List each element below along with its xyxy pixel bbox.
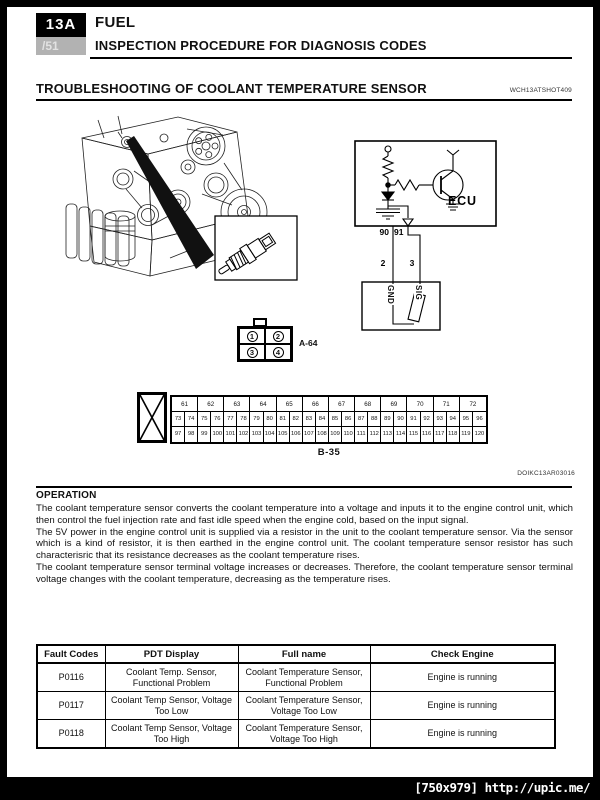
b35-pin-number: 78 — [237, 412, 250, 427]
b35-pin-number: 108 — [316, 427, 329, 442]
b35-pin-number: 84 — [316, 412, 329, 427]
b35-pin-number: 95 — [460, 412, 473, 427]
section-title: TROUBLESHOOTING OF COOLANT TEMPERATURE SENSOR — [36, 81, 427, 96]
fault-table-cell: P0116 — [37, 663, 105, 692]
figure-code: DOIKC13AR03016 — [517, 470, 575, 477]
a64-pin-cell — [265, 328, 291, 344]
fault-table-cell: P0118 — [37, 720, 105, 749]
connector-a64 — [237, 318, 337, 364]
b35-pin-number: 67 — [329, 397, 355, 412]
b35-pin-number: 112 — [368, 427, 381, 442]
b35-pin-number: 98 — [185, 427, 198, 442]
col-header-pdt-display: PDT Display — [105, 645, 238, 663]
fault-table-cell: P0117 — [37, 692, 105, 720]
a64-pin-number: 3 — [247, 347, 258, 358]
col-header-full-name: Full name — [238, 645, 370, 663]
chapter-code-badge: 13A — [36, 13, 86, 37]
b35-pin-number: 114 — [394, 427, 407, 442]
col-header-fault-codes: Fault Codes — [37, 645, 105, 663]
operation-section — [36, 490, 573, 586]
a64-pin-cell — [239, 344, 265, 360]
a64-pin-number: 2 — [273, 331, 284, 342]
b35-pin-number: 105 — [277, 427, 290, 442]
connector-a64-pin-grid — [237, 326, 293, 362]
sensor-inset — [215, 216, 297, 280]
b35-pin-number: 90 — [394, 412, 407, 427]
a64-pin-cell — [265, 344, 291, 360]
figure-bottom-rule — [36, 486, 572, 488]
b35-pin-number: 92 — [421, 412, 434, 427]
b35-pin-number: 109 — [329, 427, 342, 442]
wire-2-label: 2 — [380, 258, 386, 268]
b35-pin-number: 102 — [237, 427, 250, 442]
b35-pin-number: 81 — [277, 412, 290, 427]
b35-pin-number: 66 — [303, 397, 329, 412]
connector-b35-label: B-35 — [317, 447, 341, 458]
wire-3-label: 3 — [409, 258, 415, 268]
gnd-label: GND — [386, 285, 395, 305]
section-ref-code: WCH13ATSHOT409 — [509, 87, 572, 94]
b35-pin-number: 69 — [381, 397, 407, 412]
fault-table-cell: Coolant Temp Sensor, Voltage Too Low — [105, 692, 238, 720]
fault-table-row — [37, 663, 555, 692]
b35-pin-number: 89 — [381, 412, 394, 427]
b35-pin-number: 65 — [277, 397, 303, 412]
b35-pin-number: 70 — [407, 397, 433, 412]
b35-pin-number: 72 — [460, 397, 486, 412]
fault-table-cell: Engine is running — [370, 720, 555, 749]
b35-pin-number: 119 — [460, 427, 473, 442]
chapter-page-badge: /51 — [36, 37, 86, 55]
sig-label: SIG — [414, 285, 423, 301]
b35-pin-number: 101 — [224, 427, 237, 442]
a64-pin-number: 1 — [247, 331, 258, 342]
b35-pin-number: 97 — [172, 427, 185, 442]
operation-paragraph: The coolant temperature sensor converts the coolant temperature into a voltage and inputs it to the engine control unit, which then control the fuel injection rate and fast idle speed when the engine cold, based on the input signal. — [36, 503, 573, 526]
fault-table-row — [37, 720, 555, 749]
a64-pin-cell — [239, 328, 265, 344]
b35-pin-number: 80 — [264, 412, 277, 427]
b35-pin-number: 82 — [290, 412, 303, 427]
b35-pin-number: 75 — [198, 412, 211, 427]
watermark-bar — [0, 777, 600, 800]
fault-table-cell: Engine is running — [370, 692, 555, 720]
b35-pin-number: 88 — [368, 412, 381, 427]
b35-pin-number: 113 — [381, 427, 394, 442]
operation-paragraphs — [36, 503, 573, 586]
b35-pin-number: 107 — [303, 427, 316, 442]
b35-pin-number: 93 — [434, 412, 447, 427]
chapter-subtitle: INSPECTION PROCEDURE FOR DIAGNOSIS CODES — [95, 38, 427, 53]
operation-paragraph: The 5V power in the engine control unit is supplied via a resistor in the unit to the coolant temperature sensor. Via the sensor which is a kind of resistor, it is then earthed in the engine control unit. The coolant temperature sensor resistor has such characterisric that its resistance decreases as the coolant temperature rises. — [36, 526, 573, 562]
b35-pin-number: 87 — [355, 412, 368, 427]
b35-pin-number: 61 — [172, 397, 198, 412]
connector-b35-keyway — [137, 392, 167, 443]
ecu-label: ECU — [448, 194, 477, 208]
b35-pin-number: 104 — [264, 427, 277, 442]
b35-pin-number: 74 — [185, 412, 198, 427]
fault-code-table — [36, 644, 556, 749]
b35-pin-number: 68 — [355, 397, 381, 412]
fault-table-header-row — [37, 645, 555, 663]
b35-pin-number: 115 — [407, 427, 420, 442]
fault-table-cell: Coolant Temp. Sensor, Functional Problem — [105, 663, 238, 692]
b35-pin-number: 85 — [329, 412, 342, 427]
operation-paragraph: The coolant temperature sensor terminal voltage increases or decreases. Therefore, the coolant temperature sensor terminal voltage changes with the coolant temperature, decreasing as the temperature rises. — [36, 561, 573, 585]
a64-pin-number: 4 — [273, 347, 284, 358]
b35-pin-number: 77 — [224, 412, 237, 427]
fault-table-cell: Coolant Temp Sensor, Voltage Too High — [105, 720, 238, 749]
fault-table-cell: Coolant Temperature Sensor, Functional Problem — [238, 663, 370, 692]
b35-pin-number: 111 — [355, 427, 368, 442]
b35-pin-number: 64 — [250, 397, 276, 412]
b35-pin-number: 96 — [473, 412, 486, 427]
b35-pin-number: 94 — [447, 412, 460, 427]
callout-wedge — [126, 136, 214, 269]
b35-pin-number: 110 — [342, 427, 355, 442]
operation-heading: OPERATION — [36, 490, 97, 501]
section-rule — [36, 99, 572, 101]
b35-pin-number: 73 — [172, 412, 185, 427]
b35-pin-number: 117 — [434, 427, 447, 442]
b35-pin-number: 71 — [434, 397, 460, 412]
b35-pin-number: 63 — [224, 397, 250, 412]
b35-pin-number: 118 — [447, 427, 460, 442]
b35-pin-number: 76 — [211, 412, 224, 427]
ecu-pin-91-label: 91 — [394, 227, 404, 237]
connector-b35-pin-grid — [170, 395, 488, 444]
b35-pin-number: 116 — [421, 427, 434, 442]
figure-area — [30, 108, 575, 486]
connector-a64-label: A-64 — [299, 338, 318, 348]
fault-table-row — [37, 692, 555, 720]
b35-pin-number: 103 — [250, 427, 263, 442]
b35-pin-number: 86 — [342, 412, 355, 427]
fault-table-cell: Engine is running — [370, 663, 555, 692]
b35-pin-number: 120 — [474, 431, 485, 437]
header-rule — [90, 57, 572, 59]
b35-pin-number: 91 — [407, 412, 420, 427]
chapter-title: FUEL — [95, 14, 136, 31]
b35-pin-number: 99 — [198, 427, 211, 442]
col-header-check-engine: Check Engine — [370, 645, 555, 663]
watermark-text: [750x979] http://upic.me/ — [414, 780, 590, 795]
b35-pin-number: 100 — [211, 427, 224, 442]
page-sheet — [7, 7, 593, 777]
ecu-pin-90-label: 90 — [379, 227, 389, 237]
fault-table-cell: Coolant Temperature Sensor, Voltage Too Low — [238, 692, 370, 720]
fault-table-cell: Coolant Temperature Sensor, Voltage Too High — [238, 720, 370, 749]
b35-pin-number: 79 — [250, 412, 263, 427]
b35-pin-number: 106 — [290, 427, 303, 442]
b35-pin-number: 83 — [303, 412, 316, 427]
b35-pin-number: 62 — [198, 397, 224, 412]
